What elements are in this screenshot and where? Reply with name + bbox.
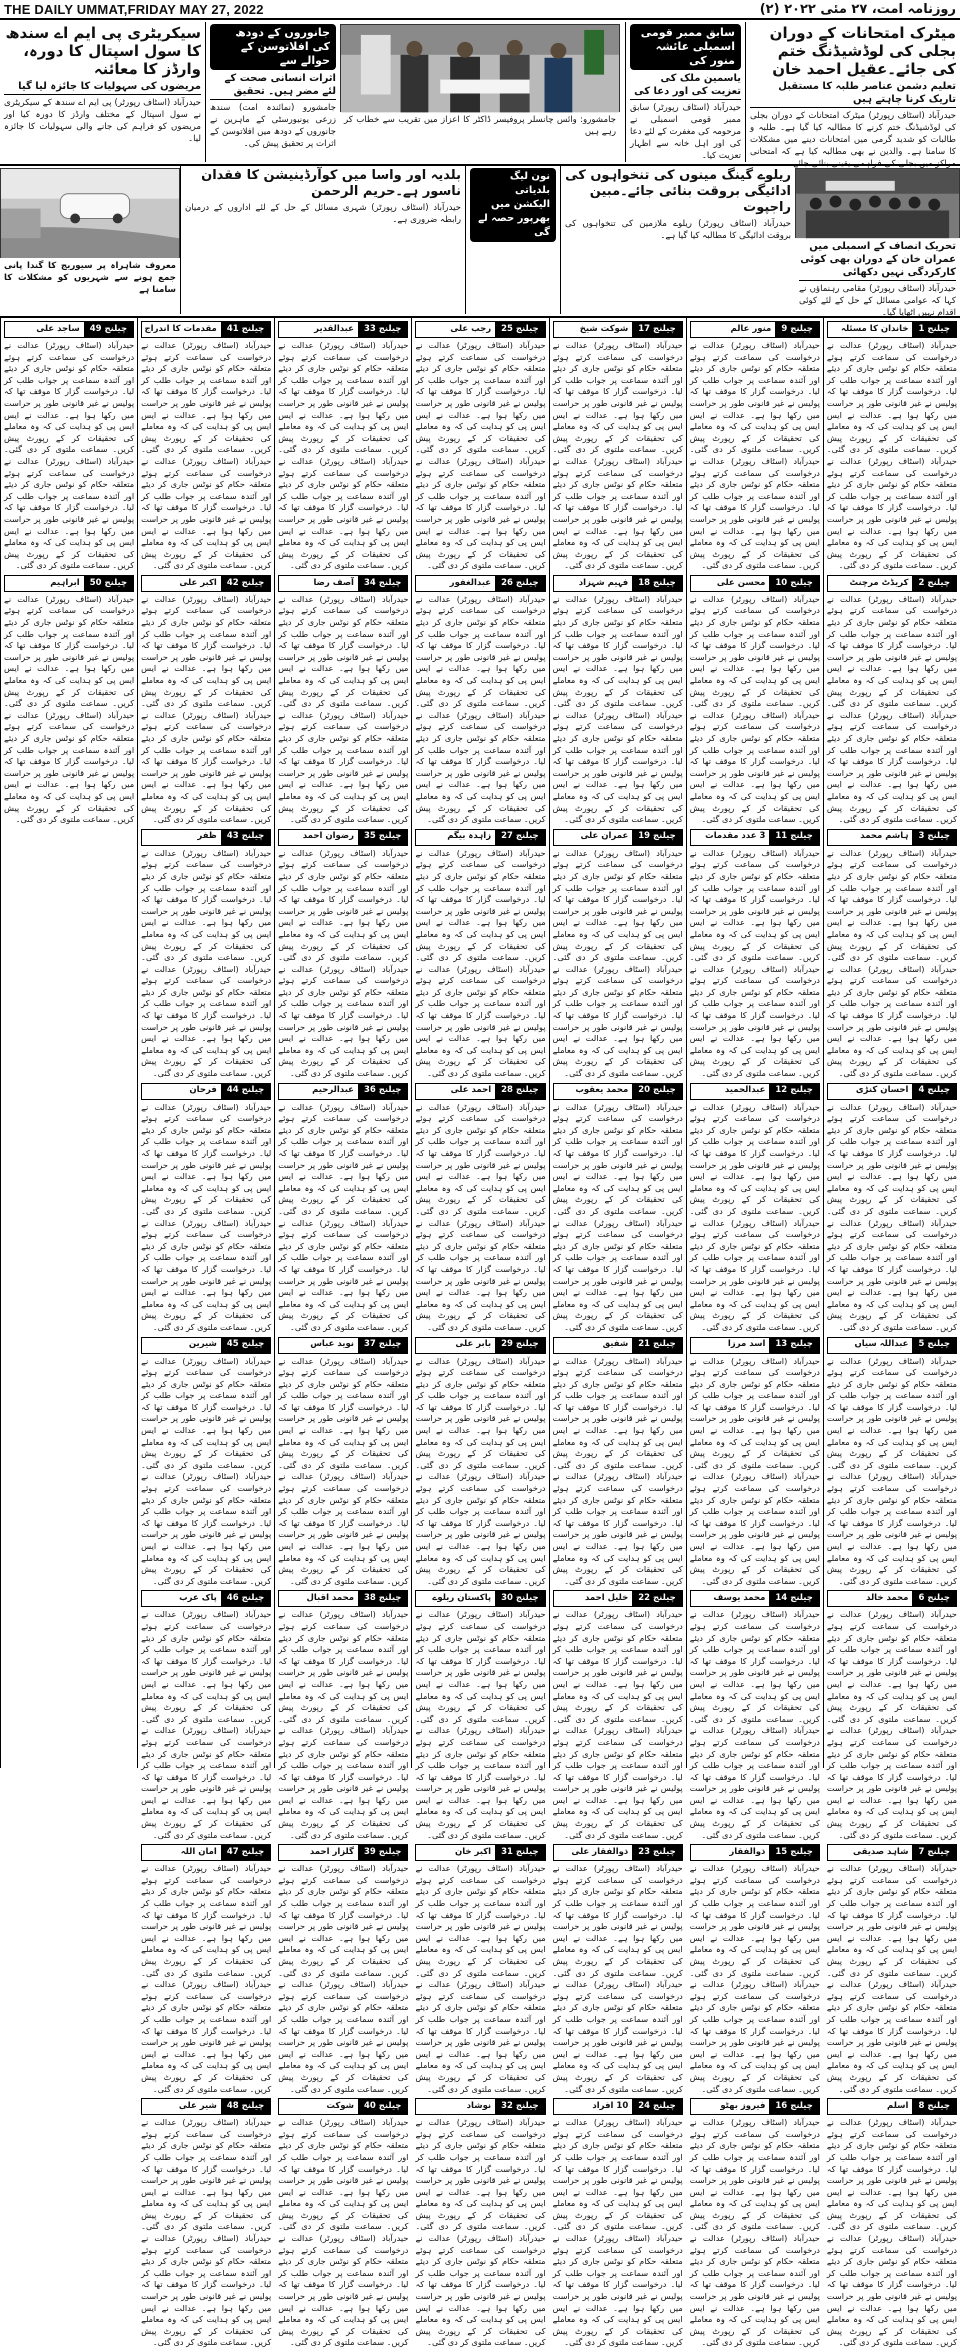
notice-body: حیدرآباد (اسٹاف رپورٹر) عدالت نے درخواست کی سماعت کرتے ہوئے متعلقہ حکام کو نوٹس جاری کر دیئے اور آئندہ سماعت پر جواب طلب کر لیا۔ درخواست گزار کا موقف تھا کہ پولیس نے غیر قانونی طور پر حراست میں رکھا ہوا ہے۔ عدالت نے ایس ایس پی کو ہدایت کی کہ وہ معاملے کی تحقیقات کر کے رپورٹ پیش کریں۔ سماعت ملتوی کر دی گئی۔ حیدرآباد (اسٹاف رپورٹر) عدالت نے درخواست کی سماعت کرتے ہوئے متعلقہ حکام کو نوٹس جاری کر دیئے اور آئندہ سماعت پر جواب طلب کر لیا۔ درخواست گزار کا موقف تھا کہ پولیس نے غیر قانونی طور پر حراست میں رکھا ہوا ہے۔ عدالت نے ایس ایس پی کو ہدایت کی کہ وہ معاملے کی تحقیقات کر کے رپورٹ پیش کریں۔ سماعت ملتوی کر دی گئی۔	[826, 593, 957, 825]
notice-body: حیدرآباد (اسٹاف رپورٹر) عدالت نے درخواست کی سماعت کرتے ہوئے متعلقہ حکام کو نوٹس جاری کر دیئے اور آئندہ سماعت پر جواب طلب کر لیا۔ درخواست گزار کا موقف تھا کہ پولیس نے غیر قانونی طور پر حراست میں رکھا ہوا ہے۔ عدالت نے ایس ایس پی کو ہدایت کی کہ وہ معاملے کی تحقیقات کر کے رپورٹ پیش کریں۔ سماعت ملتوی کر دی گئی۔ حیدرآباد (اسٹاف رپورٹر) عدالت نے درخواست کی سماعت کرتے ہوئے متعلقہ حکام کو نوٹس جاری کر دیئے اور آئندہ سماعت پر جواب طلب کر لیا۔ درخواست گزار کا موقف تھا کہ پولیس نے غیر قانونی طور پر حراست میں رکھا ہوا ہے۔ عدالت نے ایس ایس پی کو ہدایت کی کہ وہ معاملے کی تحقیقات کر کے رپورٹ پیش کریں۔ سماعت ملتوی کر دی گئی۔	[552, 340, 683, 571]
notice-number: چیلنج 48	[221, 2099, 270, 2114]
notice-title: شیرین	[188, 1339, 217, 1350]
notice-title: شوکت شیخ	[579, 323, 629, 334]
notice-title: عبدالرحیم	[312, 1085, 354, 1096]
notice-title: احسان کنڑی	[855, 1085, 909, 1096]
notice-title: عبدالحمید	[724, 1085, 766, 1096]
notice-header	[827, 829, 957, 846]
notice-header	[827, 1083, 957, 1100]
notice-title: اکبر علی	[179, 577, 217, 588]
notice-number: چیلنج 34	[358, 576, 407, 591]
notice-number: چیلنج 8	[912, 2099, 956, 2114]
notice-body: حیدرآباد (اسٹاف رپورٹر) عدالت نے درخواست کی سماعت کرتے ہوئے متعلقہ حکام کو نوٹس جاری کر دیئے اور آئندہ سماعت پر جواب طلب کر لیا۔ درخواست گزار کا موقف تھا کہ پولیس نے غیر قانونی طور پر حراست میں رکھا ہوا ہے۔ عدالت نے ایس ایس پی کو ہدایت کی کہ وہ معاملے کی تحقیقات کر کے رپورٹ پیش کریں۔ سماعت ملتوی کر دی گئی۔ حیدرآباد (اسٹاف رپورٹر) عدالت نے درخواست کی سماعت کرتے ہوئے متعلقہ حکام کو نوٹس جاری کر دیئے اور آئندہ سماعت پر جواب طلب کر لیا۔ درخواست گزار کا موقف تھا کہ پولیس نے غیر قانونی طور پر حراست میں رکھا ہوا ہے۔ عدالت نے ایس ایس پی کو ہدایت کی کہ وہ معاملے کی تحقیقات کر کے رپورٹ پیش کریں۔ سماعت ملتوی کر دی گئی۔	[141, 847, 272, 1079]
notice-body: حیدرآباد (اسٹاف رپورٹر) عدالت نے درخواست کی سماعت کرتے ہوئے متعلقہ حکام کو نوٹس جاری کر دیئے اور آئندہ سماعت پر جواب طلب کر لیا۔ درخواست گزار کا موقف تھا کہ پولیس نے غیر قانونی طور پر حراست میں رکھا ہوا ہے۔ عدالت نے ایس ایس پی کو ہدایت کی کہ وہ معاملے کی تحقیقات کر کے رپورٹ پیش کریں۔ سماعت ملتوی کر دی گئی۔ حیدرآباد (اسٹاف رپورٹر) عدالت نے درخواست کی سماعت کرتے ہوئے متعلقہ حکام کو نوٹس جاری کر دیئے اور آئندہ سماعت پر جواب طلب کر لیا۔ درخواست گزار کا موقف تھا کہ پولیس نے غیر قانونی طور پر حراست میں رکھا ہوا ہے۔ عدالت نے ایس ایس پی کو ہدایت کی کہ وہ معاملے کی تحقیقات کر کے رپورٹ پیش کریں۔ سماعت ملتوی کر دی گئی۔	[826, 1101, 957, 1332]
notice-number: چیلنج 35	[358, 830, 407, 845]
notice-header	[4, 321, 134, 338]
notice-number: چیلنج 39	[358, 1845, 407, 1860]
notice-body: حیدرآباد (اسٹاف رپورٹر) عدالت نے درخواست کی سماعت کرتے ہوئے متعلقہ حکام کو نوٹس جاری کر دیئے اور آئندہ سماعت پر جواب طلب کر لیا۔ درخواست گزار کا موقف تھا کہ پولیس نے غیر قانونی طور پر حراست میں رکھا ہوا ہے۔ عدالت نے ایس ایس پی کو ہدایت کی کہ وہ معاملے کی تحقیقات کر کے رپورٹ پیش کریں۔ سماعت ملتوی کر دی گئی۔ حیدرآباد (اسٹاف رپورٹر) عدالت نے درخواست کی سماعت کرتے ہوئے متعلقہ حکام کو نوٹس جاری کر دیئے اور آئندہ سماعت پر جواب طلب کر لیا۔ درخواست گزار کا موقف تھا کہ پولیس نے غیر قانونی طور پر حراست میں رکھا ہوا ہے۔ عدالت نے ایس ایس پی کو ہدایت کی کہ وہ معاملے کی تحقیقات کر کے رپورٹ پیش کریں۔ سماعت ملتوی کر دی گئی۔	[689, 1101, 820, 1332]
notice-title: نوید عباس	[310, 1339, 354, 1350]
notice-title: 10 افراد	[592, 2100, 629, 2111]
notice-header	[278, 829, 408, 846]
notice-number: چیلنج 36	[358, 1084, 407, 1099]
notice-body: حیدرآباد (اسٹاف رپورٹر) عدالت نے درخواست کی سماعت کرتے ہوئے متعلقہ حکام کو نوٹس جاری کر دیئے اور آئندہ سماعت پر جواب طلب کر لیا۔ درخواست گزار کا موقف تھا کہ پولیس نے غیر قانونی طور پر حراست میں رکھا ہوا ہے۔ عدالت نے ایس ایس پی کو ہدایت کی کہ وہ معاملے کی تحقیقات کر کے رپورٹ پیش کریں۔ سماعت ملتوی کر دی گئی۔ حیدرآباد (اسٹاف رپورٹر) عدالت نے درخواست کی سماعت کرتے ہوئے متعلقہ حکام کو نوٹس جاری کر دیئے اور آئندہ سماعت پر جواب طلب کر لیا۔ درخواست گزار کا موقف تھا کہ پولیس نے غیر قانونی طور پر حراست میں رکھا ہوا ہے۔ عدالت نے ایس ایس پی کو ہدایت کی کہ وہ معاملے کی تحقیقات کر کے رپورٹ پیش کریں۔ سماعت ملتوی کر دی گئی۔	[415, 847, 546, 1079]
notice-body: حیدرآباد (اسٹاف رپورٹر) عدالت نے درخواست کی سماعت کرتے ہوئے متعلقہ حکام کو نوٹس جاری کر دیئے اور آئندہ سماعت پر جواب طلب کر لیا۔ درخواست گزار کا موقف تھا کہ پولیس نے غیر قانونی طور پر حراست میں رکھا ہوا ہے۔ عدالت نے ایس ایس پی کو ہدایت کی کہ وہ معاملے کی تحقیقات کر کے رپورٹ پیش کریں۔ سماعت ملتوی کر دی گئی۔ حیدرآباد (اسٹاف رپورٹر) عدالت نے درخواست کی سماعت کرتے ہوئے متعلقہ حکام کو نوٹس جاری کر دیئے اور آئندہ سماعت پر جواب طلب کر لیا۔ درخواست گزار کا موقف تھا کہ پولیس نے غیر قانونی طور پر حراست میں رکھا ہوا ہے۔ عدالت نے ایس ایس پی کو ہدایت کی کہ وہ معاملے کی تحقیقات کر کے رپورٹ پیش کریں۔ سماعت ملتوی کر دی گئی۔	[826, 847, 957, 1079]
headline: ریلوے گینگ مینوں کی تنخواہوں کی ادائیگی بروقت بنائی جائے۔مبین راجپوت	[565, 168, 791, 215]
story-body: حیدرآباد (اسٹاف رپورٹر) سابق ممبر قومی اسمبلی نے مرحومہ کی مغفرت کے لئے دعا کی اور اہل خانہ سے اظہار تعزیت کیا۔	[630, 103, 741, 162]
notice-title: ساجد علی	[36, 323, 80, 334]
notice-body: حیدرآباد (اسٹاف رپورٹر) عدالت نے درخواست کی سماعت کرتے ہوئے متعلقہ حکام کو نوٹس جاری کر دیئے اور آئندہ سماعت پر جواب طلب کر لیا۔ درخواست گزار کا موقف تھا کہ پولیس نے غیر قانونی طور پر حراست میں رکھا ہوا ہے۔ عدالت نے ایس ایس پی کو ہدایت کی کہ وہ معاملے کی تحقیقات کر کے رپورٹ پیش کریں۔ سماعت ملتوی کر دی گئی۔ حیدرآباد (اسٹاف رپورٹر) عدالت نے درخواست کی سماعت کرتے ہوئے متعلقہ حکام کو نوٹس جاری کر دیئے اور آئندہ سماعت پر جواب طلب کر لیا۔ درخواست گزار کا موقف تھا کہ پولیس نے غیر قانونی طور پر حراست میں رکھا ہوا ہے۔ عدالت نے ایس ایس پی کو ہدایت کی کہ وہ معاملے کی تحقیقات کر کے رپورٹ پیش کریں۔ سماعت ملتوی کر دی گئی۔	[552, 847, 683, 1079]
notice-body: حیدرآباد (اسٹاف رپورٹر) عدالت نے درخواست کی سماعت کرتے ہوئے متعلقہ حکام کو نوٹس جاری کر دیئے اور آئندہ سماعت پر جواب طلب کر لیا۔ درخواست گزار کا موقف تھا کہ پولیس نے غیر قانونی طور پر حراست میں رکھا ہوا ہے۔ عدالت نے ایس ایس پی کو ہدایت کی کہ وہ معاملے کی تحقیقات کر کے رپورٹ پیش کریں۔ سماعت ملتوی کر دی گئی۔ حیدرآباد (اسٹاف رپورٹر) عدالت نے درخواست کی سماعت کرتے ہوئے متعلقہ حکام کو نوٹس جاری کر دیئے اور آئندہ سماعت پر جواب طلب کر لیا۔ درخواست گزار کا موقف تھا کہ پولیس نے غیر قانونی طور پر حراست میں رکھا ہوا ہے۔ عدالت نے ایس ایس پی کو ہدایت کی کہ وہ معاملے کی تحقیقات کر کے رپورٹ پیش کریں۔ سماعت ملتوی کر دی گئی۔	[4, 340, 135, 571]
notice-body: حیدرآباد (اسٹاف رپورٹر) عدالت نے درخواست کی سماعت کرتے ہوئے متعلقہ حکام کو نوٹس جاری کر دیئے اور آئندہ سماعت پر جواب طلب کر لیا۔ درخواست گزار کا موقف تھا کہ پولیس نے غیر قانونی طور پر حراست میں رکھا ہوا ہے۔ عدالت نے ایس ایس پی کو ہدایت کی کہ وہ معاملے کی تحقیقات کر کے رپورٹ پیش کریں۔ سماعت ملتوی کر دی گئی۔ حیدرآباد (اسٹاف رپورٹر) عدالت نے درخواست کی سماعت کرتے ہوئے متعلقہ حکام کو نوٹس جاری کر دیئے اور آئندہ سماعت پر جواب طلب کر لیا۔ درخواست گزار کا موقف تھا کہ پولیس نے غیر قانونی طور پر حراست میں رکھا ہوا ہے۔ عدالت نے ایس ایس پی کو ہدایت کی کہ وہ معاملے کی تحقیقات کر کے رپورٹ پیش کریں۔ سماعت ملتوی کر دی گئی۔	[278, 1355, 409, 1586]
notice-header	[141, 575, 271, 592]
notice-body: حیدرآباد (اسٹاف رپورٹر) عدالت نے درخواست کی سماعت کرتے ہوئے متعلقہ حکام کو نوٹس جاری کر دیئے اور آئندہ سماعت پر جواب طلب کر لیا۔ درخواست گزار کا موقف تھا کہ پولیس نے غیر قانونی طور پر حراست میں رکھا ہوا ہے۔ عدالت نے ایس ایس پی کو ہدایت کی کہ وہ معاملے کی تحقیقات کر کے رپورٹ پیش کریں۔ سماعت ملتوی کر دی گئی۔ حیدرآباد (اسٹاف رپورٹر) عدالت نے درخواست کی سماعت کرتے ہوئے متعلقہ حکام کو نوٹس جاری کر دیئے اور آئندہ سماعت پر جواب طلب کر لیا۔ درخواست گزار کا موقف تھا کہ پولیس نے غیر قانونی طور پر حراست میں رکھا ہوا ہے۔ عدالت نے ایس ایس پی کو ہدایت کی کہ وہ معاملے کی تحقیقات کر کے رپورٹ پیش کریں۔ سماعت ملتوی کر دی گئی۔	[415, 1609, 546, 1840]
story-body: حیدرآباد (اسٹاف رپورٹر) مقامی رہنماؤں نے کہا کہ عوامی مسائل کے حل کے لئے کوئی اقدام نہیں اٹھایا گیا۔	[799, 284, 956, 319]
notice-title: عمران علی	[580, 831, 629, 842]
notice-body: حیدرآباد (اسٹاف رپورٹر) عدالت نے درخواست کی سماعت کرتے ہوئے متعلقہ حکام کو نوٹس جاری کر دیئے اور آئندہ سماعت پر جواب طلب کر لیا۔ درخواست گزار کا موقف تھا کہ پولیس نے غیر قانونی طور پر حراست میں رکھا ہوا ہے۔ عدالت نے ایس ایس پی کو ہدایت کی کہ وہ معاملے کی تحقیقات کر کے رپورٹ پیش کریں۔ سماعت ملتوی کر دی گئی۔ حیدرآباد (اسٹاف رپورٹر) عدالت نے درخواست کی سماعت کرتے ہوئے متعلقہ حکام کو نوٹس جاری کر دیئے اور آئندہ سماعت پر جواب طلب کر لیا۔ درخواست گزار کا موقف تھا کہ پولیس نے غیر قانونی طور پر حراست میں رکھا ہوا ہے۔ عدالت نے ایس ایس پی کو ہدایت کی کہ وہ معاملے کی تحقیقات کر کے رپورٹ پیش کریں۔ سماعت ملتوی کر دی گئی۔	[141, 1355, 272, 1586]
notice-number: چیلنج 3	[912, 830, 956, 845]
notice-header	[553, 321, 683, 338]
notice-header	[415, 575, 545, 592]
notice-number: چیلنج 16	[769, 2099, 818, 2114]
story-body: حیدرآباد (اسٹاف رپورٹر) میٹرک امتحانات کے دوران بجلی کی لوڈشیڈنگ ختم کرنے کا مطالبہ کیا گیا ہے۔ طلبہ و طالبات کو شدید گرمی میں امتحانات دینے میں مشکلات کا سامنا ہے۔ والدین نے بھی مطالبہ کیا ہے کہ امتحانی مراکز میں بجلی کی فراہمی یقینی بنائی جائے۔	[750, 111, 956, 170]
notice-body: حیدرآباد (اسٹاف رپورٹر) عدالت نے درخواست کی سماعت کرتے ہوئے متعلقہ حکام کو نوٹس جاری کر دیئے اور آئندہ سماعت پر جواب طلب کر لیا۔ درخواست گزار کا موقف تھا کہ پولیس نے غیر قانونی طور پر حراست میں رکھا ہوا ہے۔ عدالت نے ایس ایس پی کو ہدایت کی کہ وہ معاملے کی تحقیقات کر کے رپورٹ پیش کریں۔ سماعت ملتوی کر دی گئی۔ حیدرآباد (اسٹاف رپورٹر) عدالت نے درخواست کی سماعت کرتے ہوئے متعلقہ حکام کو نوٹس جاری کر دیئے اور آئندہ سماعت پر جواب طلب کر لیا۔ درخواست گزار کا موقف تھا کہ پولیس نے غیر قانونی طور پر حراست میں رکھا ہوا ہے۔ عدالت نے ایس ایس پی کو ہدایت کی کہ وہ معاملے کی تحقیقات کر کے رپورٹ پیش کریں۔ سماعت ملتوی کر دی گئی۔	[826, 340, 957, 571]
story-body: حیدرآباد (اسٹاف رپورٹر) ریلوے ملازمین کی تنخواہوں کی بروقت ادائیگی کا مطالبہ کیا گیا ہے۔	[565, 219, 791, 242]
headline: سیکریٹری پی ایم اے سندھ کا سول اسپتال کا دورہ، وارڈز کا معائنہ	[5, 24, 201, 78]
notice-body: حیدرآباد (اسٹاف رپورٹر) عدالت نے درخواست کی سماعت کرتے ہوئے متعلقہ حکام کو نوٹس جاری کر دیئے اور آئندہ سماعت پر جواب طلب کر لیا۔ درخواست گزار کا موقف تھا کہ پولیس نے غیر قانونی طور پر حراست میں رکھا ہوا ہے۔ عدالت نے ایس ایس پی کو ہدایت کی کہ وہ معاملے کی تحقیقات کر کے رپورٹ پیش کریں۔ سماعت ملتوی کر دی گئی۔ حیدرآباد (اسٹاف رپورٹر) عدالت نے درخواست کی سماعت کرتے ہوئے متعلقہ حکام کو نوٹس جاری کر دیئے اور آئندہ سماعت پر جواب طلب کر لیا۔ درخواست گزار کا موقف تھا کہ پولیس نے غیر قانونی طور پر حراست میں رکھا ہوا ہے۔ عدالت نے ایس ایس پی کو ہدایت کی کہ وہ معاملے کی تحقیقات کر کے رپورٹ پیش کریں۔ سماعت ملتوی کر دی گئی۔	[689, 1609, 820, 1840]
headline: بلدیہ اور واسا میں کوآرڈینیشن کا فقدان ناسور ہے۔حریم الرحمن	[201, 168, 461, 199]
notice-number: چیلنج 17	[632, 322, 681, 337]
notice-column	[686, 318, 823, 2348]
notice-body: حیدرآباد (اسٹاف رپورٹر) عدالت نے درخواست کی سماعت کرتے ہوئے متعلقہ حکام کو نوٹس جاری کر دیئے اور آئندہ سماعت پر جواب طلب کر لیا۔ درخواست گزار کا موقف تھا کہ پولیس نے غیر قانونی طور پر حراست میں رکھا ہوا ہے۔ عدالت نے ایس ایس پی کو ہدایت کی کہ وہ معاملے کی تحقیقات کر کے رپورٹ پیش کریں۔ سماعت ملتوی کر دی گئی۔ حیدرآباد (اسٹاف رپورٹر) عدالت نے درخواست کی سماعت کرتے ہوئے متعلقہ حکام کو نوٹس جاری کر دیئے اور آئندہ سماعت پر جواب طلب کر لیا۔ درخواست گزار کا موقف تھا کہ پولیس نے غیر قانونی طور پر حراست میں رکھا ہوا ہے۔ عدالت نے ایس ایس پی کو ہدایت کی کہ وہ معاملے کی تحقیقات کر کے رپورٹ پیش کریں۔ سماعت ملتوی کر دی گئی۔	[415, 2117, 546, 2348]
notice-title: منور عالم	[730, 323, 772, 334]
notice-number: چیلنج 9	[775, 322, 819, 337]
notice-number: چیلنج 1	[912, 322, 956, 337]
notice-title: ذوالفقار علی	[571, 1846, 629, 1857]
notice-body: حیدرآباد (اسٹاف رپورٹر) عدالت نے درخواست کی سماعت کرتے ہوئے متعلقہ حکام کو نوٹس جاری کر دیئے اور آئندہ سماعت پر جواب طلب کر لیا۔ درخواست گزار کا موقف تھا کہ پولیس نے غیر قانونی طور پر حراست میں رکھا ہوا ہے۔ عدالت نے ایس ایس پی کو ہدایت کی کہ وہ معاملے کی تحقیقات کر کے رپورٹ پیش کریں۔ سماعت ملتوی کر دی گئی۔ حیدرآباد (اسٹاف رپورٹر) عدالت نے درخواست کی سماعت کرتے ہوئے متعلقہ حکام کو نوٹس جاری کر دیئے اور آئندہ سماعت پر جواب طلب کر لیا۔ درخواست گزار کا موقف تھا کہ پولیس نے غیر قانونی طور پر حراست میں رکھا ہوا ہے۔ عدالت نے ایس ایس پی کو ہدایت کی کہ وہ معاملے کی تحقیقات کر کے رپورٹ پیش کریں۔ سماعت ملتوی کر دی گئی۔	[552, 1609, 683, 1840]
notice-title: اسلم	[887, 2100, 909, 2111]
notice-body: حیدرآباد (اسٹاف رپورٹر) عدالت نے درخواست کی سماعت کرتے ہوئے متعلقہ حکام کو نوٹس جاری کر دیئے اور آئندہ سماعت پر جواب طلب کر لیا۔ درخواست گزار کا موقف تھا کہ پولیس نے غیر قانونی طور پر حراست میں رکھا ہوا ہے۔ عدالت نے ایس ایس پی کو ہدایت کی کہ وہ معاملے کی تحقیقات کر کے رپورٹ پیش کریں۔ سماعت ملتوی کر دی گئی۔ حیدرآباد (اسٹاف رپورٹر) عدالت نے درخواست کی سماعت کرتے ہوئے متعلقہ حکام کو نوٹس جاری کر دیئے اور آئندہ سماعت پر جواب طلب کر لیا۔ درخواست گزار کا موقف تھا کہ پولیس نے غیر قانونی طور پر حراست میں رکھا ہوا ہے۔ عدالت نے ایس ایس پی کو ہدایت کی کہ وہ معاملے کی تحقیقات کر کے رپورٹ پیش کریں۔ سماعت ملتوی کر دی گئی۔	[278, 2117, 409, 2348]
boxed-story	[465, 166, 560, 314]
notice-body: حیدرآباد (اسٹاف رپورٹر) عدالت نے درخواست کی سماعت کرتے ہوئے متعلقہ حکام کو نوٹس جاری کر دیئے اور آئندہ سماعت پر جواب طلب کر لیا۔ درخواست گزار کا موقف تھا کہ پولیس نے غیر قانونی طور پر حراست میں رکھا ہوا ہے۔ عدالت نے ایس ایس پی کو ہدایت کی کہ وہ معاملے کی تحقیقات کر کے رپورٹ پیش کریں۔ سماعت ملتوی کر دی گئی۔ حیدرآباد (اسٹاف رپورٹر) عدالت نے درخواست کی سماعت کرتے ہوئے متعلقہ حکام کو نوٹس جاری کر دیئے اور آئندہ سماعت پر جواب طلب کر لیا۔ درخواست گزار کا موقف تھا کہ پولیس نے غیر قانونی طور پر حراست میں رکھا ہوا ہے۔ عدالت نے ایس ایس پی کو ہدایت کی کہ وہ معاملے کی تحقیقات کر کے رپورٹ پیش کریں۔ سماعت ملتوی کر دی گئی۔	[415, 593, 546, 825]
notice-title: عبدالغفور	[449, 577, 492, 588]
mid-story-1	[795, 238, 960, 319]
notice-header	[827, 1844, 957, 1861]
notice-title: اکبر خان	[454, 1846, 492, 1857]
notice-number: چیلنج 23	[632, 1845, 681, 1860]
notice-number: چیلنج 49	[84, 322, 133, 337]
notice-body: حیدرآباد (اسٹاف رپورٹر) عدالت نے درخواست کی سماعت کرتے ہوئے متعلقہ حکام کو نوٹس جاری کر دیئے اور آئندہ سماعت پر جواب طلب کر لیا۔ درخواست گزار کا موقف تھا کہ پولیس نے غیر قانونی طور پر حراست میں رکھا ہوا ہے۔ عدالت نے ایس ایس پی کو ہدایت کی کہ وہ معاملے کی تحقیقات کر کے رپورٹ پیش کریں۔ سماعت ملتوی کر دی گئی۔ حیدرآباد (اسٹاف رپورٹر) عدالت نے درخواست کی سماعت کرتے ہوئے متعلقہ حکام کو نوٹس جاری کر دیئے اور آئندہ سماعت پر جواب طلب کر لیا۔ درخواست گزار کا موقف تھا کہ پولیس نے غیر قانونی طور پر حراست میں رکھا ہوا ہے۔ عدالت نے ایس ایس پی کو ہدایت کی کہ وہ معاملے کی تحقیقات کر کے رپورٹ پیش کریں۔ سماعت ملتوی کر دی گئی۔	[689, 1355, 820, 1586]
boxed-headline: سابق ممبر قومی اسمبلی عائشہ منور کی	[630, 24, 741, 70]
notice-header	[415, 321, 545, 338]
notice-body: حیدرآباد (اسٹاف رپورٹر) عدالت نے درخواست کی سماعت کرتے ہوئے متعلقہ حکام کو نوٹس جاری کر دیئے اور آئندہ سماعت پر جواب طلب کر لیا۔ درخواست گزار کا موقف تھا کہ پولیس نے غیر قانونی طور پر حراست میں رکھا ہوا ہے۔ عدالت نے ایس ایس پی کو ہدایت کی کہ وہ معاملے کی تحقیقات کر کے رپورٹ پیش کریں۔ سماعت ملتوی کر دی گئی۔ حیدرآباد (اسٹاف رپورٹر) عدالت نے درخواست کی سماعت کرتے ہوئے متعلقہ حکام کو نوٹس جاری کر دیئے اور آئندہ سماعت پر جواب طلب کر لیا۔ درخواست گزار کا موقف تھا کہ پولیس نے غیر قانونی طور پر حراست میں رکھا ہوا ہے۔ عدالت نے ایس ایس پی کو ہدایت کی کہ وہ معاملے کی تحقیقات کر کے رپورٹ پیش کریں۔ سماعت ملتوی کر دی گئی۔	[278, 1609, 409, 1840]
top-story-4	[0, 22, 205, 162]
notice-body: حیدرآباد (اسٹاف رپورٹر) عدالت نے درخواست کی سماعت کرتے ہوئے متعلقہ حکام کو نوٹس جاری کر دیئے اور آئندہ سماعت پر جواب طلب کر لیا۔ درخواست گزار کا موقف تھا کہ پولیس نے غیر قانونی طور پر حراست میں رکھا ہوا ہے۔ عدالت نے ایس ایس پی کو ہدایت کی کہ وہ معاملے کی تحقیقات کر کے رپورٹ پیش کریں۔ سماعت ملتوی کر دی گئی۔ حیدرآباد (اسٹاف رپورٹر) عدالت نے درخواست کی سماعت کرتے ہوئے متعلقہ حکام کو نوٹس جاری کر دیئے اور آئندہ سماعت پر جواب طلب کر لیا۔ درخواست گزار کا موقف تھا کہ پولیس نے غیر قانونی طور پر حراست میں رکھا ہوا ہے۔ عدالت نے ایس ایس پی کو ہدایت کی کہ وہ معاملے کی تحقیقات کر کے رپورٹ پیش کریں۔ سماعت ملتوی کر دی گئی۔	[278, 1863, 409, 2094]
notice-number: چیلنج 45	[221, 1338, 270, 1353]
notice-body: حیدرآباد (اسٹاف رپورٹر) عدالت نے درخواست کی سماعت کرتے ہوئے متعلقہ حکام کو نوٹس جاری کر دیئے اور آئندہ سماعت پر جواب طلب کر لیا۔ درخواست گزار کا موقف تھا کہ پولیس نے غیر قانونی طور پر حراست میں رکھا ہوا ہے۔ عدالت نے ایس ایس پی کو ہدایت کی کہ وہ معاملے کی تحقیقات کر کے رپورٹ پیش کریں۔ سماعت ملتوی کر دی گئی۔ حیدرآباد (اسٹاف رپورٹر) عدالت نے درخواست کی سماعت کرتے ہوئے متعلقہ حکام کو نوٹس جاری کر دیئے اور آئندہ سماعت پر جواب طلب کر لیا۔ درخواست گزار کا موقف تھا کہ پولیس نے غیر قانونی طور پر حراست میں رکھا ہوا ہے۔ عدالت نے ایس ایس پی کو ہدایت کی کہ وہ معاملے کی تحقیقات کر کے رپورٹ پیش کریں۔ سماعت ملتوی کر دی گئی۔	[689, 1863, 820, 2094]
notice-header	[690, 321, 820, 338]
notice-title: فہیم شہزاد	[578, 577, 629, 588]
notice-number: چیلنج 12	[769, 1084, 818, 1099]
notice-header	[827, 2098, 957, 2115]
notice-number: چیلنج 38	[358, 1591, 407, 1606]
notice-header	[278, 1337, 408, 1354]
notice-number: چیلنج 5	[912, 1338, 956, 1353]
notice-body: حیدرآباد (اسٹاف رپورٹر) عدالت نے درخواست کی سماعت کرتے ہوئے متعلقہ حکام کو نوٹس جاری کر دیئے اور آئندہ سماعت پر جواب طلب کر لیا۔ درخواست گزار کا موقف تھا کہ پولیس نے غیر قانونی طور پر حراست میں رکھا ہوا ہے۔ عدالت نے ایس ایس پی کو ہدایت کی کہ وہ معاملے کی تحقیقات کر کے رپورٹ پیش کریں۔ سماعت ملتوی کر دی گئی۔ حیدرآباد (اسٹاف رپورٹر) عدالت نے درخواست کی سماعت کرتے ہوئے متعلقہ حکام کو نوٹس جاری کر دیئے اور آئندہ سماعت پر جواب طلب کر لیا۔ درخواست گزار کا موقف تھا کہ پولیس نے غیر قانونی طور پر حراست میں رکھا ہوا ہے۔ عدالت نے ایس ایس پی کو ہدایت کی کہ وہ معاملے کی تحقیقات کر کے رپورٹ پیش کریں۔ سماعت ملتوی کر دی گئی۔	[415, 340, 546, 571]
top-story-2	[625, 22, 745, 162]
notice-body: حیدرآباد (اسٹاف رپورٹر) عدالت نے درخواست کی سماعت کرتے ہوئے متعلقہ حکام کو نوٹس جاری کر دیئے اور آئندہ سماعت پر جواب طلب کر لیا۔ درخواست گزار کا موقف تھا کہ پولیس نے غیر قانونی طور پر حراست میں رکھا ہوا ہے۔ عدالت نے ایس ایس پی کو ہدایت کی کہ وہ معاملے کی تحقیقات کر کے رپورٹ پیش کریں۔ سماعت ملتوی کر دی گئی۔ حیدرآباد (اسٹاف رپورٹر) عدالت نے درخواست کی سماعت کرتے ہوئے متعلقہ حکام کو نوٹس جاری کر دیئے اور آئندہ سماعت پر جواب طلب کر لیا۔ درخواست گزار کا موقف تھا کہ پولیس نے غیر قانونی طور پر حراست میں رکھا ہوا ہے۔ عدالت نے ایس ایس پی کو ہدایت کی کہ وہ معاملے کی تحقیقات کر کے رپورٹ پیش کریں۔ سماعت ملتوی کر دی گئی۔	[4, 593, 135, 825]
top-story-3	[205, 22, 340, 162]
photo-caption-top	[340, 112, 620, 162]
subheadline: تعلیم دشمن عناصر طلبہ کا مستقبل تاریک کرنا چاہتے ہیں	[750, 80, 956, 108]
notice-number: چیلنج 42	[221, 576, 270, 591]
caption-text: جامشورو: وائس چانسلر پروفیسر ڈاکٹر کا اعزاز میں تقریب سے خطاب کر رہے ہیں	[344, 115, 616, 138]
notice-number: چیلنج 47	[221, 1845, 270, 1860]
headline: میٹرک امتحانات کے دوران بجلی کی لوڈشیڈنگ ختم کی جائے۔عقیل احمد خان	[769, 24, 956, 78]
notice-body: حیدرآباد (اسٹاف رپورٹر) عدالت نے درخواست کی سماعت کرتے ہوئے متعلقہ حکام کو نوٹس جاری کر دیئے اور آئندہ سماعت پر جواب طلب کر لیا۔ درخواست گزار کا موقف تھا کہ پولیس نے غیر قانونی طور پر حراست میں رکھا ہوا ہے۔ عدالت نے ایس ایس پی کو ہدایت کی کہ وہ معاملے کی تحقیقات کر کے رپورٹ پیش کریں۔ سماعت ملتوی کر دی گئی۔ حیدرآباد (اسٹاف رپورٹر) عدالت نے درخواست کی سماعت کرتے ہوئے متعلقہ حکام کو نوٹس جاری کر دیئے اور آئندہ سماعت پر جواب طلب کر لیا۔ درخواست گزار کا موقف تھا کہ پولیس نے غیر قانونی طور پر حراست میں رکھا ہوا ہے۔ عدالت نے ایس ایس پی کو ہدایت کی کہ وہ معاملے کی تحقیقات کر کے رپورٹ پیش کریں۔ سماعت ملتوی کر دی گئی۔	[141, 1863, 272, 2094]
notice-header	[690, 1590, 820, 1607]
news-photo-street	[0, 168, 180, 258]
notice-body: حیدرآباد (اسٹاف رپورٹر) عدالت نے درخواست کی سماعت کرتے ہوئے متعلقہ حکام کو نوٹس جاری کر دیئے اور آئندہ سماعت پر جواب طلب کر لیا۔ درخواست گزار کا موقف تھا کہ پولیس نے غیر قانونی طور پر حراست میں رکھا ہوا ہے۔ عدالت نے ایس ایس پی کو ہدایت کی کہ وہ معاملے کی تحقیقات کر کے رپورٹ پیش کریں۔ سماعت ملتوی کر دی گئی۔ حیدرآباد (اسٹاف رپورٹر) عدالت نے درخواست کی سماعت کرتے ہوئے متعلقہ حکام کو نوٹس جاری کر دیئے اور آئندہ سماعت پر جواب طلب کر لیا۔ درخواست گزار کا موقف تھا کہ پولیس نے غیر قانونی طور پر حراست میں رکھا ہوا ہے۔ عدالت نے ایس ایس پی کو ہدایت کی کہ وہ معاملے کی تحقیقات کر کے رپورٹ پیش کریں۔ سماعت ملتوی کر دی گئی۔	[141, 593, 272, 825]
notice-header	[553, 1590, 683, 1607]
caption-text: معروف شاہراہ پر سیوریج کا گندا پانی جمع ہونے سے شہریوں کو مشکلات کا سامنا ہے	[4, 261, 176, 296]
notice-body: حیدرآباد (اسٹاف رپورٹر) عدالت نے درخواست کی سماعت کرتے ہوئے متعلقہ حکام کو نوٹس جاری کر دیئے اور آئندہ سماعت پر جواب طلب کر لیا۔ درخواست گزار کا موقف تھا کہ پولیس نے غیر قانونی طور پر حراست میں رکھا ہوا ہے۔ عدالت نے ایس ایس پی کو ہدایت کی کہ وہ معاملے کی تحقیقات کر کے رپورٹ پیش کریں۔ سماعت ملتوی کر دی گئی۔ حیدرآباد (اسٹاف رپورٹر) عدالت نے درخواست کی سماعت کرتے ہوئے متعلقہ حکام کو نوٹس جاری کر دیئے اور آئندہ سماعت پر جواب طلب کر لیا۔ درخواست گزار کا موقف تھا کہ پولیس نے غیر قانونی طور پر حراست میں رکھا ہوا ہے۔ عدالت نے ایس ایس پی کو ہدایت کی کہ وہ معاملے کی تحقیقات کر کے رپورٹ پیش کریں۔ سماعت ملتوی کر دی گئی۔	[689, 340, 820, 571]
notice-column	[823, 318, 960, 2348]
notice-title: محمد خالد	[866, 1593, 909, 1604]
notice-body: حیدرآباد (اسٹاف رپورٹر) عدالت نے درخواست کی سماعت کرتے ہوئے متعلقہ حکام کو نوٹس جاری کر دیئے اور آئندہ سماعت پر جواب طلب کر لیا۔ درخواست گزار کا موقف تھا کہ پولیس نے غیر قانونی طور پر حراست میں رکھا ہوا ہے۔ عدالت نے ایس ایس پی کو ہدایت کی کہ وہ معاملے کی تحقیقات کر کے رپورٹ پیش کریں۔ سماعت ملتوی کر دی گئی۔ حیدرآباد (اسٹاف رپورٹر) عدالت نے درخواست کی سماعت کرتے ہوئے متعلقہ حکام کو نوٹس جاری کر دیئے اور آئندہ سماعت پر جواب طلب کر لیا۔ درخواست گزار کا موقف تھا کہ پولیس نے غیر قانونی طور پر حراست میں رکھا ہوا ہے۔ عدالت نے ایس ایس پی کو ہدایت کی کہ وہ معاملے کی تحقیقات کر کے رپورٹ پیش کریں۔ سماعت ملتوی کر دی گئی۔	[689, 593, 820, 825]
boxed-headline: جانوروں کے دودھ کی افلاتوسن کے حوالے سے	[210, 24, 336, 70]
notice-title: شاہد صدیقی	[853, 1846, 909, 1857]
notice-title: رضوان احمد	[302, 831, 354, 842]
notice-header	[827, 1590, 957, 1607]
notice-title: نوشاد	[466, 2100, 492, 2111]
notice-header	[278, 575, 408, 592]
notice-title: 3 عدد مقدمات	[705, 831, 766, 842]
notice-header	[415, 1590, 545, 1607]
notice-title: محسن علی	[716, 577, 766, 588]
notice-header	[141, 1337, 271, 1354]
notice-header	[415, 1844, 545, 1861]
story-body: حیدرآباد (اسٹاف رپورٹر) پی ایم اے سندھ کے سیکریٹری نے سول اسپتال کے مختلف وارڈز کا دورہ کیا اور مریضوں کو فراہم کی جانے والی سہولیات کا جائزہ لیا۔	[4, 98, 201, 145]
notice-title: فیروز بھٹو	[720, 2100, 766, 2111]
notice-title: زاہدہ بیگم	[447, 831, 492, 842]
notice-title: رجب علی	[450, 323, 492, 334]
story-body: جامشورو (نمائندہ امت) سندھ زرعی یونیورسٹی کے ماہرین نے جانوروں کے دودھ میں افلاتوسن کے اثرات پر تحقیق پیش کی۔	[210, 103, 336, 150]
notice-header	[141, 829, 271, 846]
notice-body: حیدرآباد (اسٹاف رپورٹر) عدالت نے درخواست کی سماعت کرتے ہوئے متعلقہ حکام کو نوٹس جاری کر دیئے اور آئندہ سماعت پر جواب طلب کر لیا۔ درخواست گزار کا موقف تھا کہ پولیس نے غیر قانونی طور پر حراست میں رکھا ہوا ہے۔ عدالت نے ایس ایس پی کو ہدایت کی کہ وہ معاملے کی تحقیقات کر کے رپورٹ پیش کریں۔ سماعت ملتوی کر دی گئی۔ حیدرآباد (اسٹاف رپورٹر) عدالت نے درخواست کی سماعت کرتے ہوئے متعلقہ حکام کو نوٹس جاری کر دیئے اور آئندہ سماعت پر جواب طلب کر لیا۔ درخواست گزار کا موقف تھا کہ پولیس نے غیر قانونی طور پر حراست میں رکھا ہوا ہے۔ عدالت نے ایس ایس پی کو ہدایت کی کہ وہ معاملے کی تحقیقات کر کے رپورٹ پیش کریں۔ سماعت ملتوی کر دی گئی۔	[278, 340, 409, 571]
notice-title: ذوالفقار	[729, 1846, 766, 1857]
notice-column	[0, 318, 137, 1768]
notice-title: ہاشم محمد	[860, 831, 909, 842]
notice-title: عبداللہ سیاں	[854, 1339, 909, 1350]
notice-header	[415, 2098, 545, 2115]
notice-body: حیدرآباد (اسٹاف رپورٹر) عدالت نے درخواست کی سماعت کرتے ہوئے متعلقہ حکام کو نوٹس جاری کر دیئے اور آئندہ سماعت پر جواب طلب کر لیا۔ درخواست گزار کا موقف تھا کہ پولیس نے غیر قانونی طور پر حراست میں رکھا ہوا ہے۔ عدالت نے ایس ایس پی کو ہدایت کی کہ وہ معاملے کی تحقیقات کر کے رپورٹ پیش کریں۔ سماعت ملتوی کر دی گئی۔ حیدرآباد (اسٹاف رپورٹر) عدالت نے درخواست کی سماعت کرتے ہوئے متعلقہ حکام کو نوٹس جاری کر دیئے اور آئندہ سماعت پر جواب طلب کر لیا۔ درخواست گزار کا موقف تھا کہ پولیس نے غیر قانونی طور پر حراست میں رکھا ہوا ہے۔ عدالت نے ایس ایس پی کو ہدایت کی کہ وہ معاملے کی تحقیقات کر کے رپورٹ پیش کریں۔ سماعت ملتوی کر دی گئی۔	[552, 1101, 683, 1332]
notice-header	[278, 1083, 408, 1100]
notice-body: حیدرآباد (اسٹاف رپورٹر) عدالت نے درخواست کی سماعت کرتے ہوئے متعلقہ حکام کو نوٹس جاری کر دیئے اور آئندہ سماعت پر جواب طلب کر لیا۔ درخواست گزار کا موقف تھا کہ پولیس نے غیر قانونی طور پر حراست میں رکھا ہوا ہے۔ عدالت نے ایس ایس پی کو ہدایت کی کہ وہ معاملے کی تحقیقات کر کے رپورٹ پیش کریں۔ سماعت ملتوی کر دی گئی۔ حیدرآباد (اسٹاف رپورٹر) عدالت نے درخواست کی سماعت کرتے ہوئے متعلقہ حکام کو نوٹس جاری کر دیئے اور آئندہ سماعت پر جواب طلب کر لیا۔ درخواست گزار کا موقف تھا کہ پولیس نے غیر قانونی طور پر حراست میں رکھا ہوا ہے۔ عدالت نے ایس ایس پی کو ہدایت کی کہ وہ معاملے کی تحقیقات کر کے رپورٹ پیش کریں۔ سماعت ملتوی کر دی گئی۔	[552, 1863, 683, 2094]
notice-number: چیلنج 32	[495, 2099, 544, 2114]
notice-title: محمد اقبال	[306, 1593, 354, 1604]
boxed-headline: نون لیگ بلدیاتی الیکشن میں بھرپور حصہ لے گی	[470, 168, 556, 242]
notice-title: شیر علی	[178, 2100, 217, 2111]
notice-header	[553, 2098, 683, 2115]
notice-number: چیلنج 27	[495, 830, 544, 845]
notice-column	[549, 318, 686, 2348]
notice-title: شفیق	[602, 1339, 629, 1350]
notice-title: ابراہیم	[50, 577, 80, 588]
notice-number: چیلنج 7	[912, 1845, 956, 1860]
notice-title: عبدالقدیر	[314, 323, 354, 334]
notice-number: چیلنج 31	[495, 1845, 544, 1860]
notice-body: حیدرآباد (اسٹاف رپورٹر) عدالت نے درخواست کی سماعت کرتے ہوئے متعلقہ حکام کو نوٹس جاری کر دیئے اور آئندہ سماعت پر جواب طلب کر لیا۔ درخواست گزار کا موقف تھا کہ پولیس نے غیر قانونی طور پر حراست میں رکھا ہوا ہے۔ عدالت نے ایس ایس پی کو ہدایت کی کہ وہ معاملے کی تحقیقات کر کے رپورٹ پیش کریں۔ سماعت ملتوی کر دی گئی۔ حیدرآباد (اسٹاف رپورٹر) عدالت نے درخواست کی سماعت کرتے ہوئے متعلقہ حکام کو نوٹس جاری کر دیئے اور آئندہ سماعت پر جواب طلب کر لیا۔ درخواست گزار کا موقف تھا کہ پولیس نے غیر قانونی طور پر حراست میں رکھا ہوا ہے۔ عدالت نے ایس ایس پی کو ہدایت کی کہ وہ معاملے کی تحقیقات کر کے رپورٹ پیش کریں۔ سماعت ملتوی کر دی گئی۔	[552, 1355, 683, 1586]
top-story-1	[745, 22, 960, 170]
notice-header	[690, 1844, 820, 1861]
photo-ceremony-image	[341, 25, 619, 112]
notice-number: چیلنج 41	[221, 322, 270, 337]
notice-number: چیلنج 44	[221, 1084, 270, 1099]
notice-number: چیلنج 21	[632, 1338, 681, 1353]
notice-header	[827, 575, 957, 592]
notice-title: خاندان کا مسئلہ	[840, 323, 909, 334]
notice-header	[690, 2098, 820, 2115]
notice-header	[141, 1083, 271, 1100]
notice-body: حیدرآباد (اسٹاف رپورٹر) عدالت نے درخواست کی سماعت کرتے ہوئے متعلقہ حکام کو نوٹس جاری کر دیئے اور آئندہ سماعت پر جواب طلب کر لیا۔ درخواست گزار کا موقف تھا کہ پولیس نے غیر قانونی طور پر حراست میں رکھا ہوا ہے۔ عدالت نے ایس ایس پی کو ہدایت کی کہ وہ معاملے کی تحقیقات کر کے رپورٹ پیش کریں۔ سماعت ملتوی کر دی گئی۔ حیدرآباد (اسٹاف رپورٹر) عدالت نے درخواست کی سماعت کرتے ہوئے متعلقہ حکام کو نوٹس جاری کر دیئے اور آئندہ سماعت پر جواب طلب کر لیا۔ درخواست گزار کا موقف تھا کہ پولیس نے غیر قانونی طور پر حراست میں رکھا ہوا ہے۔ عدالت نے ایس ایس پی کو ہدایت کی کہ وہ معاملے کی تحقیقات کر کے رپورٹ پیش کریں۔ سماعت ملتوی کر دی گئی۔	[826, 1863, 957, 2094]
notice-number: چیلنج 13	[769, 1338, 818, 1353]
notice-header	[141, 1844, 271, 1861]
notice-header	[553, 1083, 683, 1100]
notice-header	[690, 575, 820, 592]
notice-title: فرحان	[189, 1085, 217, 1096]
notice-title: اسد مرزا	[727, 1339, 766, 1350]
notice-body: حیدرآباد (اسٹاف رپورٹر) عدالت نے درخواست کی سماعت کرتے ہوئے متعلقہ حکام کو نوٹس جاری کر دیئے اور آئندہ سماعت پر جواب طلب کر لیا۔ درخواست گزار کا موقف تھا کہ پولیس نے غیر قانونی طور پر حراست میں رکھا ہوا ہے۔ عدالت نے ایس ایس پی کو ہدایت کی کہ وہ معاملے کی تحقیقات کر کے رپورٹ پیش کریں۔ سماعت ملتوی کر دی گئی۔ حیدرآباد (اسٹاف رپورٹر) عدالت نے درخواست کی سماعت کرتے ہوئے متعلقہ حکام کو نوٹس جاری کر دیئے اور آئندہ سماعت پر جواب طلب کر لیا۔ درخواست گزار کا موقف تھا کہ پولیس نے غیر قانونی طور پر حراست میں رکھا ہوا ہے۔ عدالت نے ایس ایس پی کو ہدایت کی کہ وہ معاملے کی تحقیقات کر کے رپورٹ پیش کریں۔ سماعت ملتوی کر دی گئی۔	[826, 2117, 957, 2348]
photo-caption-bottom	[0, 258, 180, 314]
mid-story-2	[560, 166, 795, 314]
notice-number: چیلنج 25	[495, 322, 544, 337]
notice-title: امان اللہ	[180, 1846, 217, 1857]
notice-body: حیدرآباد (اسٹاف رپورٹر) عدالت نے درخواست کی سماعت کرتے ہوئے متعلقہ حکام کو نوٹس جاری کر دیئے اور آئندہ سماعت پر جواب طلب کر لیا۔ درخواست گزار کا موقف تھا کہ پولیس نے غیر قانونی طور پر حراست میں رکھا ہوا ہے۔ عدالت نے ایس ایس پی کو ہدایت کی کہ وہ معاملے کی تحقیقات کر کے رپورٹ پیش کریں۔ سماعت ملتوی کر دی گئی۔ حیدرآباد (اسٹاف رپورٹر) عدالت نے درخواست کی سماعت کرتے ہوئے متعلقہ حکام کو نوٹس جاری کر دیئے اور آئندہ سماعت پر جواب طلب کر لیا۔ درخواست گزار کا موقف تھا کہ پولیس نے غیر قانونی طور پر حراست میں رکھا ہوا ہے۔ عدالت نے ایس ایس پی کو ہدایت کی کہ وہ معاملے کی تحقیقات کر کے رپورٹ پیش کریں۔ سماعت ملتوی کر دی گئی۔	[278, 1101, 409, 1332]
notice-header	[278, 1844, 408, 1861]
notice-column	[137, 318, 274, 2348]
notice-header	[415, 1083, 545, 1100]
notice-body: حیدرآباد (اسٹاف رپورٹر) عدالت نے درخواست کی سماعت کرتے ہوئے متعلقہ حکام کو نوٹس جاری کر دیئے اور آئندہ سماعت پر جواب طلب کر لیا۔ درخواست گزار کا موقف تھا کہ پولیس نے غیر قانونی طور پر حراست میں رکھا ہوا ہے۔ عدالت نے ایس ایس پی کو ہدایت کی کہ وہ معاملے کی تحقیقات کر کے رپورٹ پیش کریں۔ سماعت ملتوی کر دی گئی۔ حیدرآباد (اسٹاف رپورٹر) عدالت نے درخواست کی سماعت کرتے ہوئے متعلقہ حکام کو نوٹس جاری کر دیئے اور آئندہ سماعت پر جواب طلب کر لیا۔ درخواست گزار کا موقف تھا کہ پولیس نے غیر قانونی طور پر حراست میں رکھا ہوا ہے۔ عدالت نے ایس ایس پی کو ہدایت کی کہ وہ معاملے کی تحقیقات کر کے رپورٹ پیش کریں۔ سماعت ملتوی کر دی گئی۔	[826, 1355, 957, 1586]
notice-number: چیلنج 4	[912, 1084, 956, 1099]
news-photo-protest	[795, 168, 960, 238]
masthead-urdu: روزنامہ امت، ۲۷ مئی ۲۰۲۲ (۲)	[759, 1, 956, 17]
notice-title: محمد یعقوب	[575, 1085, 629, 1096]
notice-header	[4, 575, 134, 592]
notice-header	[141, 321, 271, 338]
subheadline: مریضوں کی سہولیات کا جائزہ لیا گیا	[4, 80, 201, 95]
notice-title: احمد علی	[450, 1085, 492, 1096]
subheadline: اثرات انسانی صحت کے لئے مضر ہیں۔ تحقیق	[210, 72, 336, 100]
headline: تحریک انصاف کے اسمبلی میں عمران خان کے دوران بھی کوئی کارکردگی نہیں دکھائی	[799, 240, 956, 281]
notice-number: چیلنج 20	[632, 1084, 681, 1099]
masthead-english: THE DAILY UMMAT,FRIDAY MAY 27, 2022	[4, 1, 264, 17]
notice-header	[278, 1590, 408, 1607]
notice-body: حیدرآباد (اسٹاف رپورٹر) عدالت نے درخواست کی سماعت کرتے ہوئے متعلقہ حکام کو نوٹس جاری کر دیئے اور آئندہ سماعت پر جواب طلب کر لیا۔ درخواست گزار کا موقف تھا کہ پولیس نے غیر قانونی طور پر حراست میں رکھا ہوا ہے۔ عدالت نے ایس ایس پی کو ہدایت کی کہ وہ معاملے کی تحقیقات کر کے رپورٹ پیش کریں۔ سماعت ملتوی کر دی گئی۔ حیدرآباد (اسٹاف رپورٹر) عدالت نے درخواست کی سماعت کرتے ہوئے متعلقہ حکام کو نوٹس جاری کر دیئے اور آئندہ سماعت پر جواب طلب کر لیا۔ درخواست گزار کا موقف تھا کہ پولیس نے غیر قانونی طور پر حراست میں رکھا ہوا ہے۔ عدالت نے ایس ایس پی کو ہدایت کی کہ وہ معاملے کی تحقیقات کر کے رپورٹ پیش کریں۔ سماعت ملتوی کر دی گئی۔	[689, 2117, 820, 2348]
notice-body: حیدرآباد (اسٹاف رپورٹر) عدالت نے درخواست کی سماعت کرتے ہوئے متعلقہ حکام کو نوٹس جاری کر دیئے اور آئندہ سماعت پر جواب طلب کر لیا۔ درخواست گزار کا موقف تھا کہ پولیس نے غیر قانونی طور پر حراست میں رکھا ہوا ہے۔ عدالت نے ایس ایس پی کو ہدایت کی کہ وہ معاملے کی تحقیقات کر کے رپورٹ پیش کریں۔ سماعت ملتوی کر دی گئی۔ حیدرآباد (اسٹاف رپورٹر) عدالت نے درخواست کی سماعت کرتے ہوئے متعلقہ حکام کو نوٹس جاری کر دیئے اور آئندہ سماعت پر جواب طلب کر لیا۔ درخواست گزار کا موقف تھا کہ پولیس نے غیر قانونی طور پر حراست میں رکھا ہوا ہے۔ عدالت نے ایس ایس پی کو ہدایت کی کہ وہ معاملے کی تحقیقات کر کے رپورٹ پیش کریں۔ سماعت ملتوی کر دی گئی۔	[278, 593, 409, 825]
notice-number: چیلنج 29	[495, 1338, 544, 1353]
notice-body: حیدرآباد (اسٹاف رپورٹر) عدالت نے درخواست کی سماعت کرتے ہوئے متعلقہ حکام کو نوٹس جاری کر دیئے اور آئندہ سماعت پر جواب طلب کر لیا۔ درخواست گزار کا موقف تھا کہ پولیس نے غیر قانونی طور پر حراست میں رکھا ہوا ہے۔ عدالت نے ایس ایس پی کو ہدایت کی کہ وہ معاملے کی تحقیقات کر کے رپورٹ پیش کریں۔ سماعت ملتوی کر دی گئی۔ حیدرآباد (اسٹاف رپورٹر) عدالت نے درخواست کی سماعت کرتے ہوئے متعلقہ حکام کو نوٹس جاری کر دیئے اور آئندہ سماعت پر جواب طلب کر لیا۔ درخواست گزار کا موقف تھا کہ پولیس نے غیر قانونی طور پر حراست میں رکھا ہوا ہے۔ عدالت نے ایس ایس پی کو ہدایت کی کہ وہ معاملے کی تحقیقات کر کے رپورٹ پیش کریں۔ سماعت ملتوی کر دی گئی۔	[278, 847, 409, 1079]
notice-body: حیدرآباد (اسٹاف رپورٹر) عدالت نے درخواست کی سماعت کرتے ہوئے متعلقہ حکام کو نوٹس جاری کر دیئے اور آئندہ سماعت پر جواب طلب کر لیا۔ درخواست گزار کا موقف تھا کہ پولیس نے غیر قانونی طور پر حراست میں رکھا ہوا ہے۔ عدالت نے ایس ایس پی کو ہدایت کی کہ وہ معاملے کی تحقیقات کر کے رپورٹ پیش کریں۔ سماعت ملتوی کر دی گئی۔ حیدرآباد (اسٹاف رپورٹر) عدالت نے درخواست کی سماعت کرتے ہوئے متعلقہ حکام کو نوٹس جاری کر دیئے اور آئندہ سماعت پر جواب طلب کر لیا۔ درخواست گزار کا موقف تھا کہ پولیس نے غیر قانونی طور پر حراست میں رکھا ہوا ہے۔ عدالت نے ایس ایس پی کو ہدایت کی کہ وہ معاملے کی تحقیقات کر کے رپورٹ پیش کریں۔ سماعت ملتوی کر دی گئی۔	[415, 1355, 546, 1586]
notice-body: حیدرآباد (اسٹاف رپورٹر) عدالت نے درخواست کی سماعت کرتے ہوئے متعلقہ حکام کو نوٹس جاری کر دیئے اور آئندہ سماعت پر جواب طلب کر لیا۔ درخواست گزار کا موقف تھا کہ پولیس نے غیر قانونی طور پر حراست میں رکھا ہوا ہے۔ عدالت نے ایس ایس پی کو ہدایت کی کہ وہ معاملے کی تحقیقات کر کے رپورٹ پیش کریں۔ سماعت ملتوی کر دی گئی۔ حیدرآباد (اسٹاف رپورٹر) عدالت نے درخواست کی سماعت کرتے ہوئے متعلقہ حکام کو نوٹس جاری کر دیئے اور آئندہ سماعت پر جواب طلب کر لیا۔ درخواست گزار کا موقف تھا کہ پولیس نے غیر قانونی طور پر حراست میں رکھا ہوا ہے۔ عدالت نے ایس ایس پی کو ہدایت کی کہ وہ معاملے کی تحقیقات کر کے رپورٹ پیش کریں۔ سماعت ملتوی کر دی گئی۔	[141, 2117, 272, 2348]
notice-header	[141, 2098, 271, 2115]
notice-body: حیدرآباد (اسٹاف رپورٹر) عدالت نے درخواست کی سماعت کرتے ہوئے متعلقہ حکام کو نوٹس جاری کر دیئے اور آئندہ سماعت پر جواب طلب کر لیا۔ درخواست گزار کا موقف تھا کہ پولیس نے غیر قانونی طور پر حراست میں رکھا ہوا ہے۔ عدالت نے ایس ایس پی کو ہدایت کی کہ وہ معاملے کی تحقیقات کر کے رپورٹ پیش کریں۔ سماعت ملتوی کر دی گئی۔ حیدرآباد (اسٹاف رپورٹر) عدالت نے درخواست کی سماعت کرتے ہوئے متعلقہ حکام کو نوٹس جاری کر دیئے اور آئندہ سماعت پر جواب طلب کر لیا۔ درخواست گزار کا موقف تھا کہ پولیس نے غیر قانونی طور پر حراست میں رکھا ہوا ہے۔ عدالت نے ایس ایس پی کو ہدایت کی کہ وہ معاملے کی تحقیقات کر کے رپورٹ پیش کریں۔ سماعت ملتوی کر دی گئی۔	[552, 2117, 683, 2348]
notice-number: چیلنج 24	[632, 2099, 681, 2114]
news-photo-ceremony	[340, 24, 620, 112]
notice-header	[690, 1083, 820, 1100]
photo-street-image	[1, 169, 179, 258]
notice-body: حیدرآباد (اسٹاف رپورٹر) عدالت نے درخواست کی سماعت کرتے ہوئے متعلقہ حکام کو نوٹس جاری کر دیئے اور آئندہ سماعت پر جواب طلب کر لیا۔ درخواست گزار کا موقف تھا کہ پولیس نے غیر قانونی طور پر حراست میں رکھا ہوا ہے۔ عدالت نے ایس ایس پی کو ہدایت کی کہ وہ معاملے کی تحقیقات کر کے رپورٹ پیش کریں۔ سماعت ملتوی کر دی گئی۔ حیدرآباد (اسٹاف رپورٹر) عدالت نے درخواست کی سماعت کرتے ہوئے متعلقہ حکام کو نوٹس جاری کر دیئے اور آئندہ سماعت پر جواب طلب کر لیا۔ درخواست گزار کا موقف تھا کہ پولیس نے غیر قانونی طور پر حراست میں رکھا ہوا ہے۔ عدالت نے ایس ایس پی کو ہدایت کی کہ وہ معاملے کی تحقیقات کر کے رپورٹ پیش کریں۔ سماعت ملتوی کر دی گئی۔	[415, 1101, 546, 1332]
notice-header	[553, 1844, 683, 1861]
notice-number: چیلنج 11	[769, 830, 818, 845]
notice-number: چیلنج 46	[221, 1591, 270, 1606]
notice-number: چیلنج 33	[358, 322, 407, 337]
notice-number: چیلنج 26	[495, 576, 544, 591]
notice-number: چیلنج 6	[912, 1591, 956, 1606]
notice-header	[415, 829, 545, 846]
notice-number: چیلنج 18	[632, 576, 681, 591]
notice-title: محمد یوسف	[713, 1593, 766, 1604]
notice-column	[411, 318, 548, 2348]
notice-title: پاکستان ریلوے	[432, 1593, 492, 1604]
notice-number: چیلنج 28	[495, 1084, 544, 1099]
notice-number: چیلنج 14	[769, 1591, 818, 1606]
notice-header	[553, 575, 683, 592]
notice-title: شوکت	[326, 2100, 354, 2111]
notice-number: چیلنج 10	[769, 576, 818, 591]
notice-header	[278, 321, 408, 338]
notice-title: خلیل احمد	[584, 1593, 629, 1604]
notice-title: آصف رضا	[313, 577, 354, 588]
notice-body: حیدرآباد (اسٹاف رپورٹر) عدالت نے درخواست کی سماعت کرتے ہوئے متعلقہ حکام کو نوٹس جاری کر دیئے اور آئندہ سماعت پر جواب طلب کر لیا۔ درخواست گزار کا موقف تھا کہ پولیس نے غیر قانونی طور پر حراست میں رکھا ہوا ہے۔ عدالت نے ایس ایس پی کو ہدایت کی کہ وہ معاملے کی تحقیقات کر کے رپورٹ پیش کریں۔ سماعت ملتوی کر دی گئی۔ حیدرآباد (اسٹاف رپورٹر) عدالت نے درخواست کی سماعت کرتے ہوئے متعلقہ حکام کو نوٹس جاری کر دیئے اور آئندہ سماعت پر جواب طلب کر لیا۔ درخواست گزار کا موقف تھا کہ پولیس نے غیر قانونی طور پر حراست میں رکھا ہوا ہے۔ عدالت نے ایس ایس پی کو ہدایت کی کہ وہ معاملے کی تحقیقات کر کے رپورٹ پیش کریں۔ سماعت ملتوی کر دی گئی۔	[141, 1101, 272, 1332]
notice-number: چیلنج 50	[84, 576, 133, 591]
notice-header	[827, 1337, 957, 1354]
notice-header	[690, 1337, 820, 1354]
notice-title: کریڈٹ مرچنٹ	[849, 577, 909, 588]
story-body: حیدرآباد (اسٹاف رپورٹر) شہری مسائل کے حل کے لئے اداروں کے درمیان رابطہ ضروری ہے۔	[185, 203, 461, 226]
notice-number: چیلنج 40	[358, 2099, 407, 2114]
notice-title: ظفر	[197, 831, 217, 842]
notice-header	[553, 1337, 683, 1354]
notice-title: پاک عرب	[179, 1593, 217, 1604]
notice-number: چیلنج 2	[912, 576, 956, 591]
notice-title: گلزار احمد	[309, 1846, 354, 1857]
notice-title: مقدمات کا اندراج	[144, 323, 217, 334]
notice-body: حیدرآباد (اسٹاف رپورٹر) عدالت نے درخواست کی سماعت کرتے ہوئے متعلقہ حکام کو نوٹس جاری کر دیئے اور آئندہ سماعت پر جواب طلب کر لیا۔ درخواست گزار کا موقف تھا کہ پولیس نے غیر قانونی طور پر حراست میں رکھا ہوا ہے۔ عدالت نے ایس ایس پی کو ہدایت کی کہ وہ معاملے کی تحقیقات کر کے رپورٹ پیش کریں۔ سماعت ملتوی کر دی گئی۔ حیدرآباد (اسٹاف رپورٹر) عدالت نے درخواست کی سماعت کرتے ہوئے متعلقہ حکام کو نوٹس جاری کر دیئے اور آئندہ سماعت پر جواب طلب کر لیا۔ درخواست گزار کا موقف تھا کہ پولیس نے غیر قانونی طور پر حراست میں رکھا ہوا ہے۔ عدالت نے ایس ایس پی کو ہدایت کی کہ وہ معاملے کی تحقیقات کر کے رپورٹ پیش کریں۔ سماعت ملتوی کر دی گئی۔	[552, 593, 683, 825]
notice-body: حیدرآباد (اسٹاف رپورٹر) عدالت نے درخواست کی سماعت کرتے ہوئے متعلقہ حکام کو نوٹس جاری کر دیئے اور آئندہ سماعت پر جواب طلب کر لیا۔ درخواست گزار کا موقف تھا کہ پولیس نے غیر قانونی طور پر حراست میں رکھا ہوا ہے۔ عدالت نے ایس ایس پی کو ہدایت کی کہ وہ معاملے کی تحقیقات کر کے رپورٹ پیش کریں۔ سماعت ملتوی کر دی گئی۔ حیدرآباد (اسٹاف رپورٹر) عدالت نے درخواست کی سماعت کرتے ہوئے متعلقہ حکام کو نوٹس جاری کر دیئے اور آئندہ سماعت پر جواب طلب کر لیا۔ درخواست گزار کا موقف تھا کہ پولیس نے غیر قانونی طور پر حراست میں رکھا ہوا ہے۔ عدالت نے ایس ایس پی کو ہدایت کی کہ وہ معاملے کی تحقیقات کر کے رپورٹ پیش کریں۔ سماعت ملتوی کر دی گئی۔	[141, 340, 272, 571]
notice-header	[278, 2098, 408, 2115]
notice-header	[690, 829, 820, 846]
notice-body: حیدرآباد (اسٹاف رپورٹر) عدالت نے درخواست کی سماعت کرتے ہوئے متعلقہ حکام کو نوٹس جاری کر دیئے اور آئندہ سماعت پر جواب طلب کر لیا۔ درخواست گزار کا موقف تھا کہ پولیس نے غیر قانونی طور پر حراست میں رکھا ہوا ہے۔ عدالت نے ایس ایس پی کو ہدایت کی کہ وہ معاملے کی تحقیقات کر کے رپورٹ پیش کریں۔ سماعت ملتوی کر دی گئی۔ حیدرآباد (اسٹاف رپورٹر) عدالت نے درخواست کی سماعت کرتے ہوئے متعلقہ حکام کو نوٹس جاری کر دیئے اور آئندہ سماعت پر جواب طلب کر لیا۔ درخواست گزار کا موقف تھا کہ پولیس نے غیر قانونی طور پر حراست میں رکھا ہوا ہے۔ عدالت نے ایس ایس پی کو ہدایت کی کہ وہ معاملے کی تحقیقات کر کے رپورٹ پیش کریں۔ سماعت ملتوی کر دی گئی۔	[826, 1609, 957, 1840]
subheadline: یاسمین ملک کی تعزیت کی اور دعا کی	[630, 72, 741, 100]
notice-title: بابر علی	[455, 1339, 492, 1350]
notice-number: چیلنج 19	[632, 830, 681, 845]
notice-number: چیلنج 22	[632, 1591, 681, 1606]
notice-body: حیدرآباد (اسٹاف رپورٹر) عدالت نے درخواست کی سماعت کرتے ہوئے متعلقہ حکام کو نوٹس جاری کر دیئے اور آئندہ سماعت پر جواب طلب کر لیا۔ درخواست گزار کا موقف تھا کہ پولیس نے غیر قانونی طور پر حراست میں رکھا ہوا ہے۔ عدالت نے ایس ایس پی کو ہدایت کی کہ وہ معاملے کی تحقیقات کر کے رپورٹ پیش کریں۔ سماعت ملتوی کر دی گئی۔ حیدرآباد (اسٹاف رپورٹر) عدالت نے درخواست کی سماعت کرتے ہوئے متعلقہ حکام کو نوٹس جاری کر دیئے اور آئندہ سماعت پر جواب طلب کر لیا۔ درخواست گزار کا موقف تھا کہ پولیس نے غیر قانونی طور پر حراست میں رکھا ہوا ہے۔ عدالت نے ایس ایس پی کو ہدایت کی کہ وہ معاملے کی تحقیقات کر کے رپورٹ پیش کریں۔ سماعت ملتوی کر دی گئی۔	[415, 1863, 546, 2094]
photo-protest-image	[796, 169, 959, 238]
notice-body: حیدرآباد (اسٹاف رپورٹر) عدالت نے درخواست کی سماعت کرتے ہوئے متعلقہ حکام کو نوٹس جاری کر دیئے اور آئندہ سماعت پر جواب طلب کر لیا۔ درخواست گزار کا موقف تھا کہ پولیس نے غیر قانونی طور پر حراست میں رکھا ہوا ہے۔ عدالت نے ایس ایس پی کو ہدایت کی کہ وہ معاملے کی تحقیقات کر کے رپورٹ پیش کریں۔ سماعت ملتوی کر دی گئی۔ حیدرآباد (اسٹاف رپورٹر) عدالت نے درخواست کی سماعت کرتے ہوئے متعلقہ حکام کو نوٹس جاری کر دیئے اور آئندہ سماعت پر جواب طلب کر لیا۔ درخواست گزار کا موقف تھا کہ پولیس نے غیر قانونی طور پر حراست میں رکھا ہوا ہے۔ عدالت نے ایس ایس پی کو ہدایت کی کہ وہ معاملے کی تحقیقات کر کے رپورٹ پیش کریں۔ سماعت ملتوی کر دی گئی۔	[689, 847, 820, 1079]
notice-number: چیلنج 43	[221, 830, 270, 845]
notice-header	[553, 829, 683, 846]
notice-number: چیلنج 30	[495, 1591, 544, 1606]
notice-number: چیلنج 37	[358, 1338, 407, 1353]
notice-header	[415, 1337, 545, 1354]
notice-body: حیدرآباد (اسٹاف رپورٹر) عدالت نے درخواست کی سماعت کرتے ہوئے متعلقہ حکام کو نوٹس جاری کر دیئے اور آئندہ سماعت پر جواب طلب کر لیا۔ درخواست گزار کا موقف تھا کہ پولیس نے غیر قانونی طور پر حراست میں رکھا ہوا ہے۔ عدالت نے ایس ایس پی کو ہدایت کی کہ وہ معاملے کی تحقیقات کر کے رپورٹ پیش کریں۔ سماعت ملتوی کر دی گئی۔ حیدرآباد (اسٹاف رپورٹر) عدالت نے درخواست کی سماعت کرتے ہوئے متعلقہ حکام کو نوٹس جاری کر دیئے اور آئندہ سماعت پر جواب طلب کر لیا۔ درخواست گزار کا موقف تھا کہ پولیس نے غیر قانونی طور پر حراست میں رکھا ہوا ہے۔ عدالت نے ایس ایس پی کو ہدایت کی کہ وہ معاملے کی تحقیقات کر کے رپورٹ پیش کریں۔ سماعت ملتوی کر دی گئی۔	[141, 1609, 272, 1840]
mid-news-band	[0, 166, 960, 319]
masthead	[0, 0, 960, 20]
notice-header	[827, 321, 957, 338]
notice-column	[274, 318, 411, 2348]
mid-story-3	[180, 166, 465, 314]
notice-number: چیلنج 15	[769, 1845, 818, 1860]
notice-header	[141, 1590, 271, 1607]
